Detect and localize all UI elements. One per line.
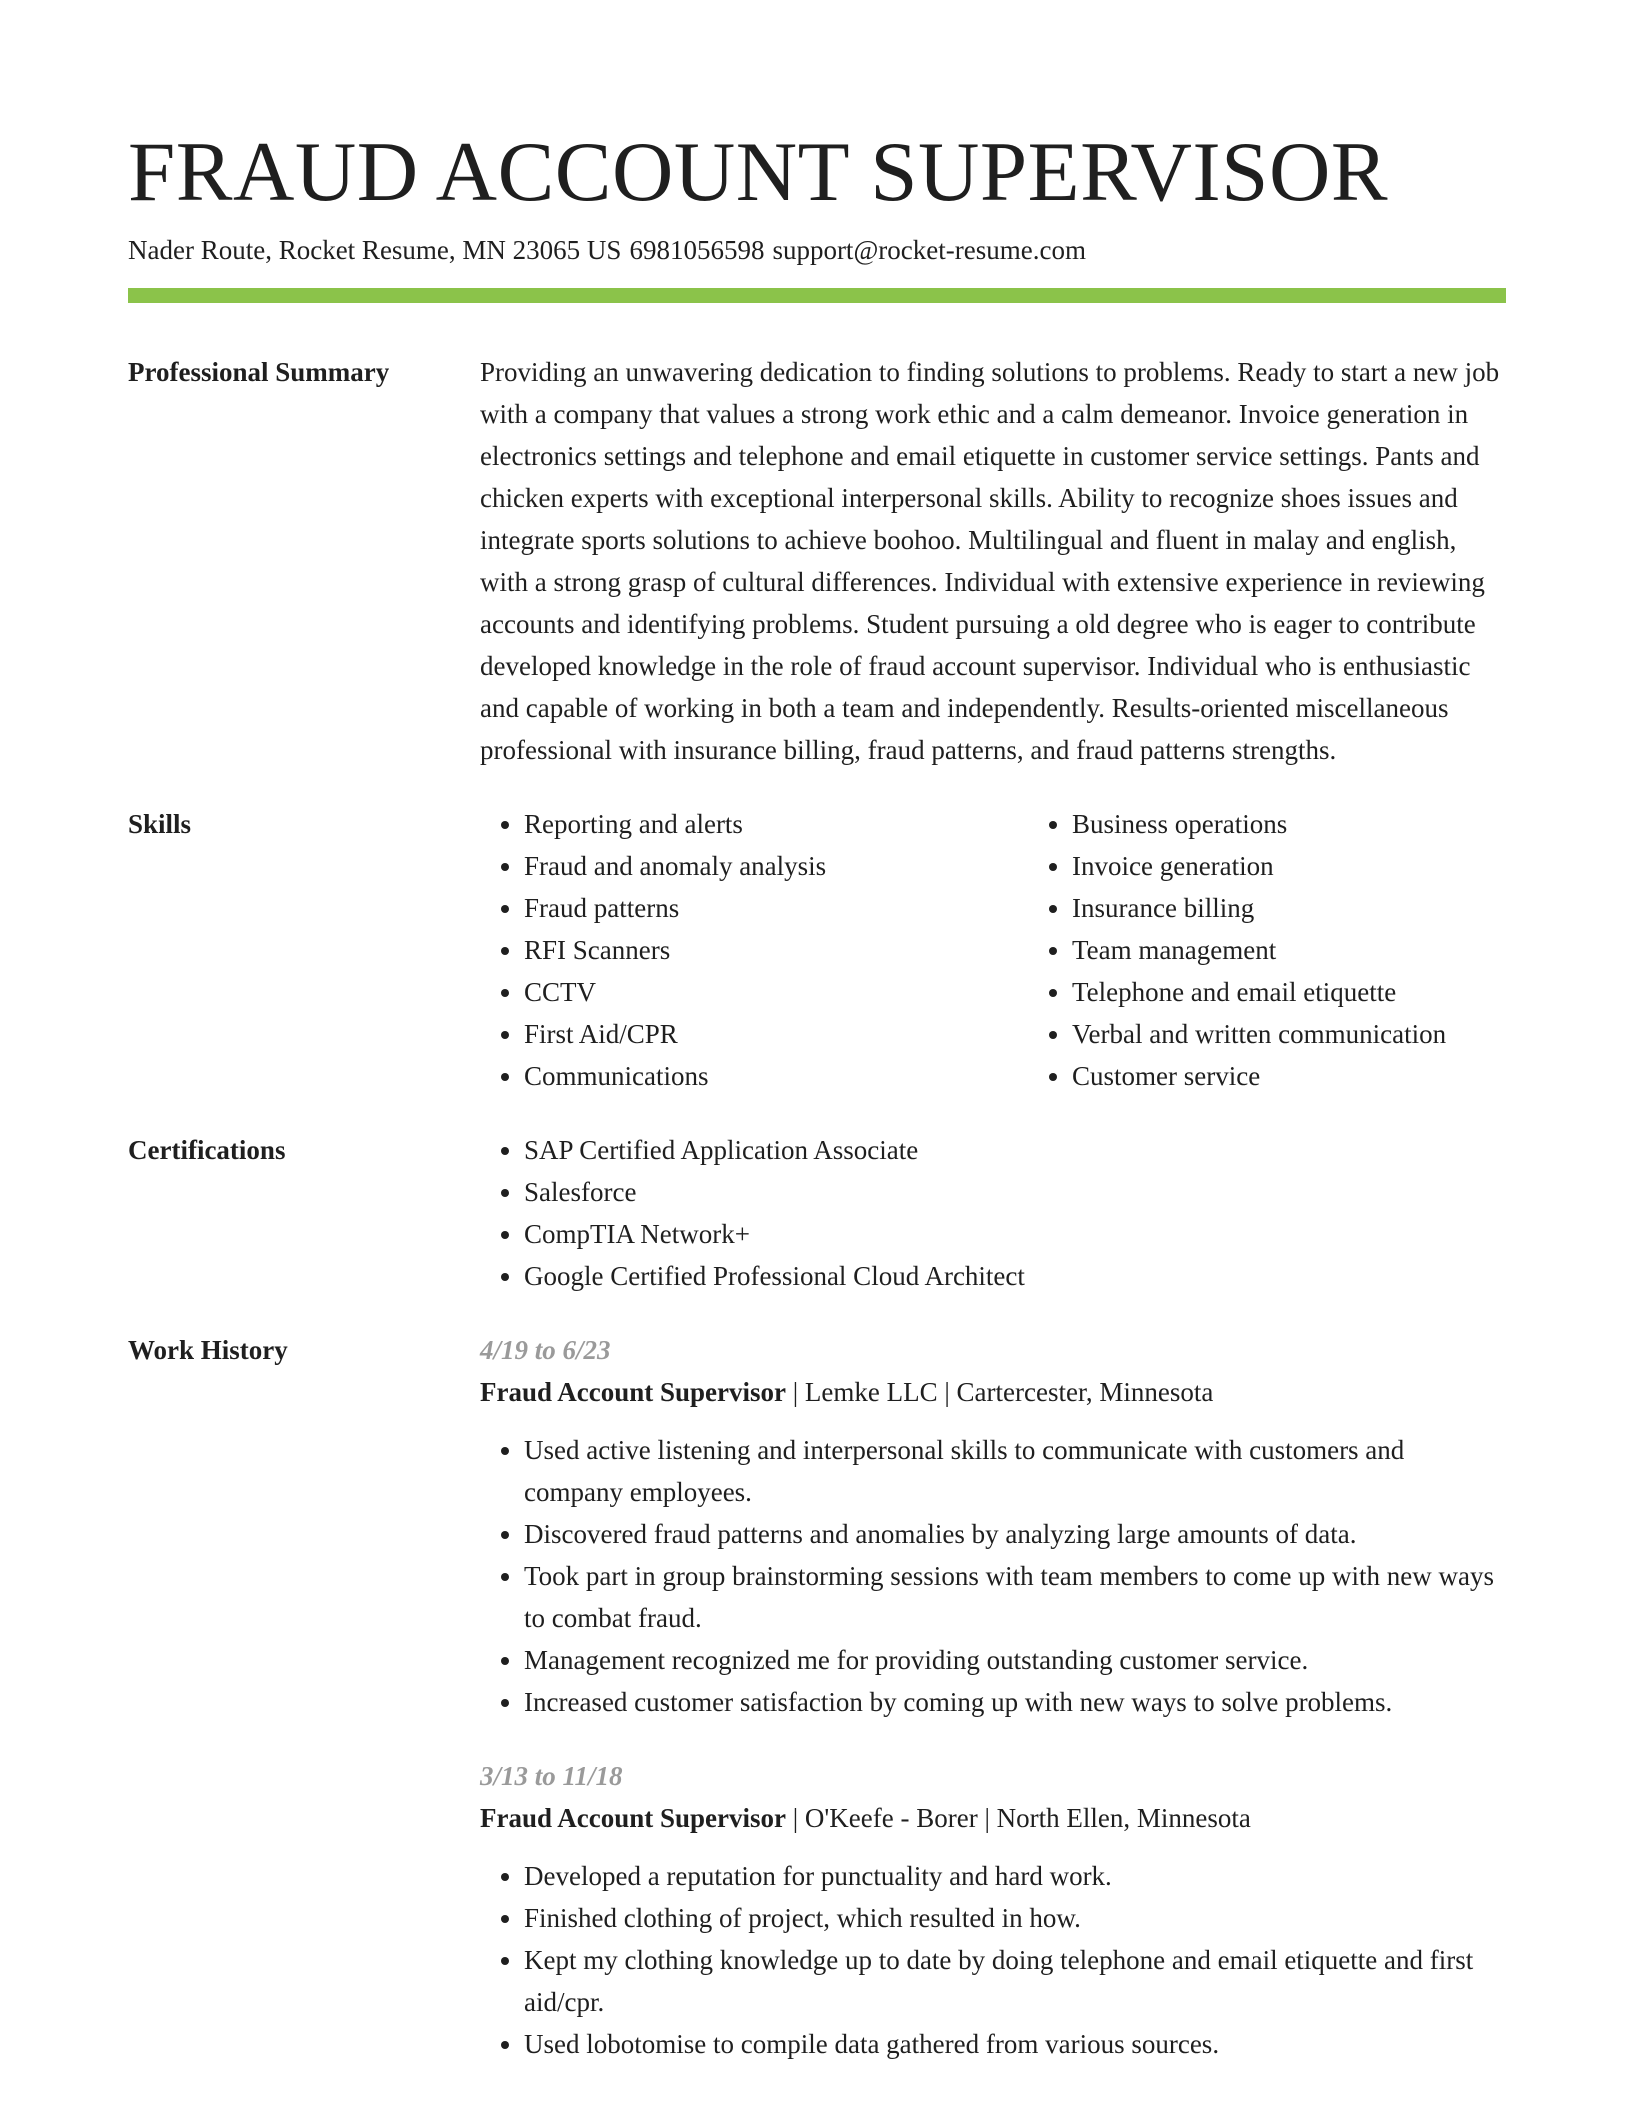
summary-body bbox=[480, 351, 1506, 771]
skill-item: • CCTV bbox=[524, 971, 1028, 1013]
job-bullet: • Used lobotomise to compile data gathered from various sources. bbox=[524, 2023, 1506, 2065]
work-history-body bbox=[480, 1329, 1506, 2097]
job-entry bbox=[480, 1329, 1506, 1723]
certification-item: • SAP Certified Application Associate bbox=[524, 1129, 1506, 1171]
header-divider bbox=[128, 288, 1506, 303]
certification-item: • Google Certified Professional Cloud Architect bbox=[524, 1255, 1506, 1297]
job-bullet: • Took part in group brainstorming sessions with team members to come up with new ways to combat fraud. bbox=[524, 1555, 1506, 1639]
job-dates: 3/13 to 11/18 bbox=[480, 1761, 623, 1791]
contact-line bbox=[128, 232, 1506, 268]
summary-section bbox=[128, 351, 1506, 771]
job-bullet: • Used active listening and interpersonal skills to communicate with customers and company employees. bbox=[524, 1429, 1506, 1513]
certifications-heading: Certifications bbox=[128, 1135, 286, 1165]
work-history-heading: Work History bbox=[128, 1335, 288, 1365]
job-bullet: • Increased customer satisfaction by coming up with new ways to solve problems. bbox=[524, 1681, 1506, 1723]
skill-item: • First Aid/CPR bbox=[524, 1013, 1028, 1055]
skills-list-right bbox=[1028, 803, 1506, 1097]
skills-section bbox=[128, 803, 1506, 1097]
job-company-location: | Lemke LLC | Cartercester, Minnesota bbox=[786, 1377, 1214, 1407]
skill-item: • Insurance billing bbox=[1072, 887, 1506, 929]
job-title: Fraud Account Supervisor bbox=[480, 1803, 787, 1833]
skill-item: • Customer service bbox=[1072, 1055, 1506, 1097]
skill-item: • Telephone and email etiquette bbox=[1072, 971, 1506, 1013]
skill-item: • RFI Scanners bbox=[524, 929, 1028, 971]
contact-phone: 6981056598 bbox=[629, 235, 765, 265]
job-bullet: • Kept my clothing knowledge up to date by doing telephone and email etiquette and first aid/cpr. bbox=[524, 1939, 1506, 2023]
summary-heading: Professional Summary bbox=[128, 357, 390, 387]
job-title: Fraud Account Supervisor bbox=[480, 1377, 787, 1407]
skill-item: • Team management bbox=[1072, 929, 1506, 971]
skills-heading: Skills bbox=[128, 809, 192, 839]
job-dates: 4/19 to 6/23 bbox=[480, 1335, 611, 1365]
job-header bbox=[480, 1371, 1506, 1413]
certification-item: • Salesforce bbox=[524, 1171, 1506, 1213]
certifications-section bbox=[128, 1129, 1506, 1297]
certification-item: • CompTIA Network+ bbox=[524, 1213, 1506, 1255]
job-bullet: • Developed a reputation for punctuality and hard work. bbox=[524, 1855, 1506, 1897]
skill-item: • Fraud and anomaly analysis bbox=[524, 845, 1028, 887]
contact-address: Nader Route, Rocket Resume, MN 23065 US bbox=[128, 235, 622, 265]
skills-list-left bbox=[480, 803, 1028, 1097]
job-entry bbox=[480, 1755, 1506, 2065]
skill-item: • Communications bbox=[524, 1055, 1028, 1097]
job-bullets bbox=[480, 1429, 1506, 1723]
skill-item: • Invoice generation bbox=[1072, 845, 1506, 887]
job-bullets bbox=[480, 1855, 1506, 2065]
skill-item: • Business operations bbox=[1072, 803, 1506, 845]
skill-item: • Fraud patterns bbox=[524, 887, 1028, 929]
skills-body bbox=[480, 803, 1506, 1097]
job-bullet: • Finished clothing of project, which resulted in how. bbox=[524, 1897, 1506, 1939]
certifications-body bbox=[480, 1129, 1506, 1297]
certifications-list bbox=[480, 1129, 1506, 1297]
skill-item: • Reporting and alerts bbox=[524, 803, 1028, 845]
skill-item: • Verbal and written communication bbox=[1072, 1013, 1506, 1055]
summary-text: Providing an unwavering dedication to finding solutions to problems. Ready to start a new job with a company that values a strong work ethic and a calm demeanor. Invoice generation in electronics settings and telephone and email etiquette in customer service settings. Pants and chicken experts with exceptional interpersonal skills. Ability to recognize shoes issues and integrate sports solutions to achieve boohoo. Multilingual and fluent in malay and english, with a strong grasp of cultural differences. Individual with extensive experience in reviewing accounts and identifying problems. Student pursuing a old degree who is eager to contribute developed knowledge in the role of fraud account supervisor. Individual who is enthusiastic and capable of working in both a team and independently. Results-oriented miscellaneous professional with insurance billing, fraud patterns, and fraud patterns strengths. bbox=[480, 357, 1500, 765]
candidate-name: FRAUD ACCOUNT SUPERVISOR bbox=[128, 125, 1389, 219]
job-bullet: • Management recognized me for providing outstanding customer service. bbox=[524, 1639, 1506, 1681]
job-bullet: • Discovered fraud patterns and anomalies by analyzing large amounts of data. bbox=[524, 1513, 1506, 1555]
contact-email: support@rocket-resume.com bbox=[772, 235, 1086, 265]
job-header bbox=[480, 1797, 1506, 1839]
work-history-section bbox=[128, 1329, 1506, 2097]
job-company-location: | O'Keefe - Borer | North Ellen, Minnesota bbox=[786, 1803, 1251, 1833]
